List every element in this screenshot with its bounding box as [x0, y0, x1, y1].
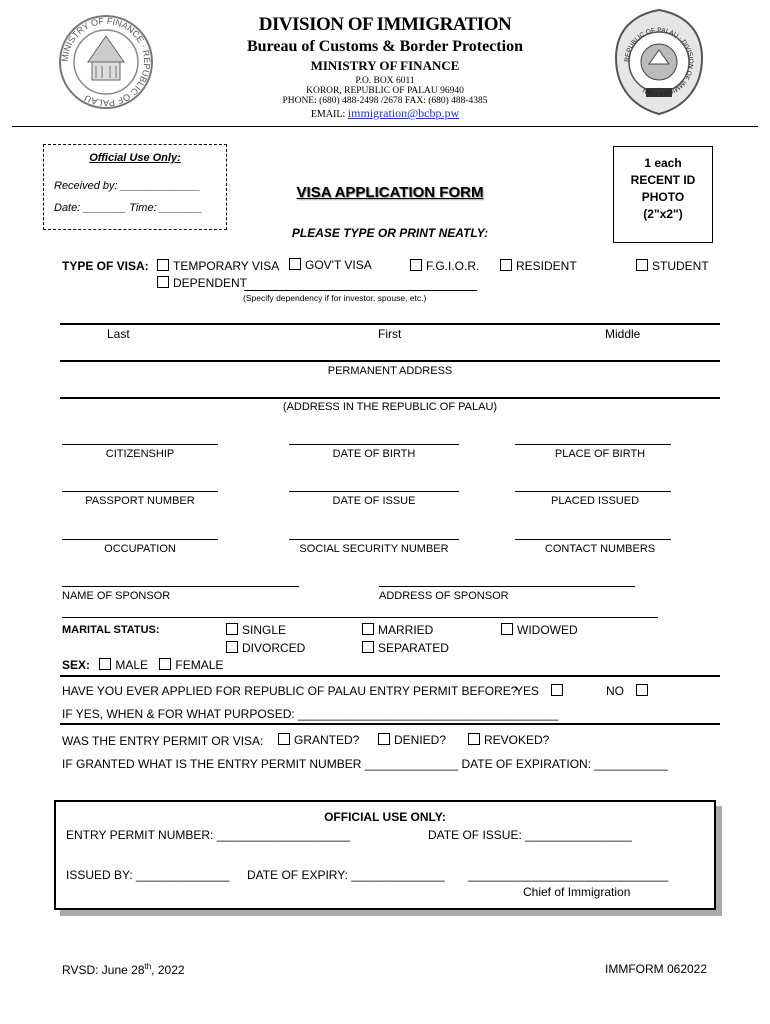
dob-line[interactable] — [289, 444, 459, 445]
photo-line-4: (2"x2") — [643, 207, 683, 221]
marital-separated[interactable] — [362, 641, 449, 655]
palau-address-line[interactable] — [60, 397, 720, 399]
checkbox[interactable] — [159, 658, 171, 670]
male-label: MALE — [115, 658, 149, 672]
header-pobox: P.O. BOX 6011 — [355, 76, 415, 86]
visa-resident[interactable] — [500, 259, 577, 273]
section-divider-1 — [60, 675, 720, 677]
official-use-title: Official Use Only: — [89, 152, 181, 164]
ssn-label: SOCIAL SECURITY NUMBER — [299, 543, 449, 555]
sex-label: SEX: — [62, 658, 91, 672]
photo-box — [613, 146, 713, 243]
sex-male[interactable] — [99, 658, 148, 672]
visa-govt[interactable] — [289, 258, 372, 272]
visa-resident-label: RESIDENT — [516, 259, 577, 273]
checkbox[interactable] — [410, 259, 422, 271]
dob-label: DATE OF BIRTH — [332, 448, 416, 460]
granted-label: GRANTED? — [294, 733, 360, 747]
revoked-label: REVOKED? — [484, 733, 550, 747]
citizenship-line[interactable] — [62, 444, 218, 445]
photo-line-2: RECENT ID — [630, 173, 696, 187]
chief-signature-line[interactable]: ______________________________ — [468, 868, 669, 882]
pob-line[interactable] — [515, 444, 671, 445]
checkbox[interactable] — [378, 733, 390, 745]
header-title: DIVISION OF IMMIGRATION — [258, 14, 512, 35]
no-label: NO — [606, 684, 624, 698]
official-date-issue[interactable]: DATE OF ISSUE: ________________ — [428, 828, 632, 842]
permit-revoked[interactable] — [468, 733, 549, 747]
email-label: EMAIL: — [310, 109, 346, 120]
official-use-bottom-box — [54, 800, 716, 910]
place-issued-line[interactable] — [515, 491, 671, 492]
marital-label: MARITAL STATUS: — [62, 624, 160, 636]
header-subtitle: Bureau of Customs & Border Protection — [247, 38, 523, 55]
photo-line-1: 1 each — [644, 156, 682, 170]
widowed-label: WIDOWED — [517, 623, 578, 637]
date-expiry[interactable]: DATE OF EXPIRY: ______________ — [247, 868, 445, 882]
form-instruction: PLEASE TYPE OR PRINT NEATLY: — [291, 226, 489, 240]
badge-text: REPUBLIC OF PALAU · DIVISION OF IMMIGRATION — [623, 26, 695, 98]
checkbox[interactable] — [362, 623, 374, 635]
divorced-label: DIVORCED — [242, 641, 306, 655]
applied-no[interactable] — [606, 684, 652, 698]
rvsd-text: RVSD: June 28 — [62, 963, 145, 977]
checkbox[interactable] — [278, 733, 290, 745]
form-number: IMMFORM 062022 — [605, 962, 708, 976]
sex-female[interactable] — [159, 658, 223, 672]
immigration-badge-logo — [612, 8, 706, 116]
received-by: Received by: _____________ — [54, 180, 201, 192]
visa-student[interactable] — [636, 259, 709, 273]
checkbox[interactable] — [636, 259, 648, 271]
name-line[interactable] — [60, 323, 720, 325]
married-label: MARRIED — [378, 623, 434, 637]
sponsor-address-label: ADDRESS OF SPONSOR — [379, 590, 509, 602]
dependent-line[interactable] — [244, 290, 477, 291]
citizenship-label: CITIZENSHIP — [105, 448, 175, 460]
visa-temporary-label: TEMPORARY VISA — [173, 259, 280, 273]
contact-label: CONTACT NUMBERS — [544, 543, 656, 555]
checkbox[interactable] — [501, 623, 513, 635]
ssn-line[interactable] — [289, 539, 459, 540]
checkbox[interactable] — [157, 276, 169, 288]
checkbox[interactable] — [99, 658, 111, 670]
sponsor-address-line[interactable] — [379, 586, 635, 587]
header-phone: PHONE: (680) 488-2498 /2678 FAX: (680) 488-4385 — [282, 96, 488, 106]
official-use-bottom-title: OFFICIAL USE ONLY: — [324, 810, 446, 824]
visa-dependent-label: DEPENDENT — [173, 276, 248, 290]
ministry-seal-logo — [58, 14, 154, 110]
date-time: Date: _______ Time: _______ — [54, 202, 203, 214]
sex-row — [62, 658, 223, 672]
female-label: FEMALE — [175, 658, 224, 672]
applied-yes[interactable] — [515, 684, 567, 698]
permanent-address-line[interactable] — [60, 360, 720, 362]
checkbox[interactable] — [157, 259, 169, 271]
checkbox[interactable] — [362, 641, 374, 653]
separated-label: SEPARATED — [378, 641, 449, 655]
permit-ifgranted[interactable]: IF GRANTED WHAT IS THE ENTRY PERMIT NUMBER ______________ DATE OF EXPIRATION: ___________ — [62, 757, 668, 771]
permanent-address-label: PERMANENT ADDRESS — [327, 365, 453, 377]
occupation-line[interactable] — [62, 539, 218, 540]
applied-question: HAVE YOU EVER APPLIED FOR REPUBLIC OF PALAU ENTRY PERMIT BEFORE? — [62, 684, 518, 698]
chief-title: Chief of Immigration — [523, 885, 631, 899]
issued-by[interactable]: ISSUED BY: ______________ — [66, 868, 230, 882]
section-divider-2 — [60, 723, 720, 725]
marital-single[interactable] — [226, 623, 286, 637]
header-ministry: MINISTRY OF FINANCE — [310, 58, 460, 73]
sponsor-divider — [62, 617, 658, 618]
palau-address-label: (ADDRESS IN THE REPUBLIC OF PALAU) — [282, 401, 498, 413]
email-link[interactable]: immigration@bcbp.pw — [347, 106, 460, 120]
permit-question: WAS THE ENTRY PERMIT OR VISA: — [62, 734, 264, 748]
entry-permit-number[interactable]: ENTRY PERMIT NUMBER: ____________________ — [66, 828, 351, 842]
checkbox[interactable] — [636, 684, 648, 696]
date-issue-line[interactable] — [289, 491, 459, 492]
passport-line[interactable] — [62, 491, 218, 492]
visa-fgior[interactable] — [410, 259, 479, 273]
checkbox[interactable] — [226, 623, 238, 635]
visa-student-label: STUDENT — [652, 259, 709, 273]
visa-temporary[interactable] — [157, 259, 279, 273]
marital-divorced[interactable] — [226, 641, 305, 655]
permit-granted[interactable] — [278, 733, 359, 747]
checkbox[interactable] — [551, 684, 563, 696]
passport-label: PASSPORT NUMBER — [85, 495, 195, 507]
marital-married[interactable] — [362, 623, 433, 637]
yes-label: YES — [515, 684, 540, 698]
visa-govt-label: GOV'T VISA — [305, 258, 372, 272]
visa-dependent[interactable] — [157, 276, 247, 290]
contact-line[interactable] — [515, 539, 671, 540]
name-middle-label: Middle — [605, 327, 641, 341]
checkbox[interactable] — [289, 258, 301, 270]
sponsor-name-label: NAME OF SPONSOR — [62, 590, 171, 602]
pob-label: PLACE OF BIRTH — [554, 448, 646, 460]
checkbox[interactable] — [468, 733, 480, 745]
header-address: KOROR, REPUBLIC OF PALAU 96940 — [306, 86, 464, 96]
marital-widowed[interactable] — [501, 623, 578, 637]
revision-date — [62, 962, 185, 977]
seal-text: MINISTRY OF FINANCE · REPUBLIC OF PALAU — [59, 15, 153, 109]
applied-ifyes[interactable]: IF YES, WHEN & FOR WHAT PURPOSED: _______________________________________ — [62, 707, 559, 721]
sponsor-name-line[interactable] — [62, 586, 299, 587]
single-label: SINGLE — [242, 623, 287, 637]
form-title: VISA APPLICATION FORM — [296, 184, 484, 201]
name-first-label: First — [378, 327, 402, 341]
visa-fgior-label: F.G.I.O.R. — [426, 259, 480, 273]
checkbox[interactable] — [226, 641, 238, 653]
name-last-label: Last — [107, 327, 130, 341]
dependent-note: (Specify dependency if for investor, spouse, etc.) — [243, 293, 427, 303]
header-divider — [12, 126, 758, 127]
visa-type-label: TYPE OF VISA: — [62, 259, 149, 273]
permit-denied[interactable] — [378, 733, 446, 747]
checkbox[interactable] — [500, 259, 512, 271]
rvsd-year: , 2022 — [151, 963, 185, 977]
denied-label: DENIED? — [394, 733, 447, 747]
date-issue-label: DATE OF ISSUE — [332, 495, 416, 507]
photo-line-3: PHOTO — [641, 190, 685, 204]
official-use-box — [43, 144, 227, 230]
occupation-label: OCCUPATION — [104, 543, 176, 555]
place-issued-label: PLACED ISSUED — [550, 495, 640, 507]
rvsd-sup: th — [144, 962, 152, 971]
